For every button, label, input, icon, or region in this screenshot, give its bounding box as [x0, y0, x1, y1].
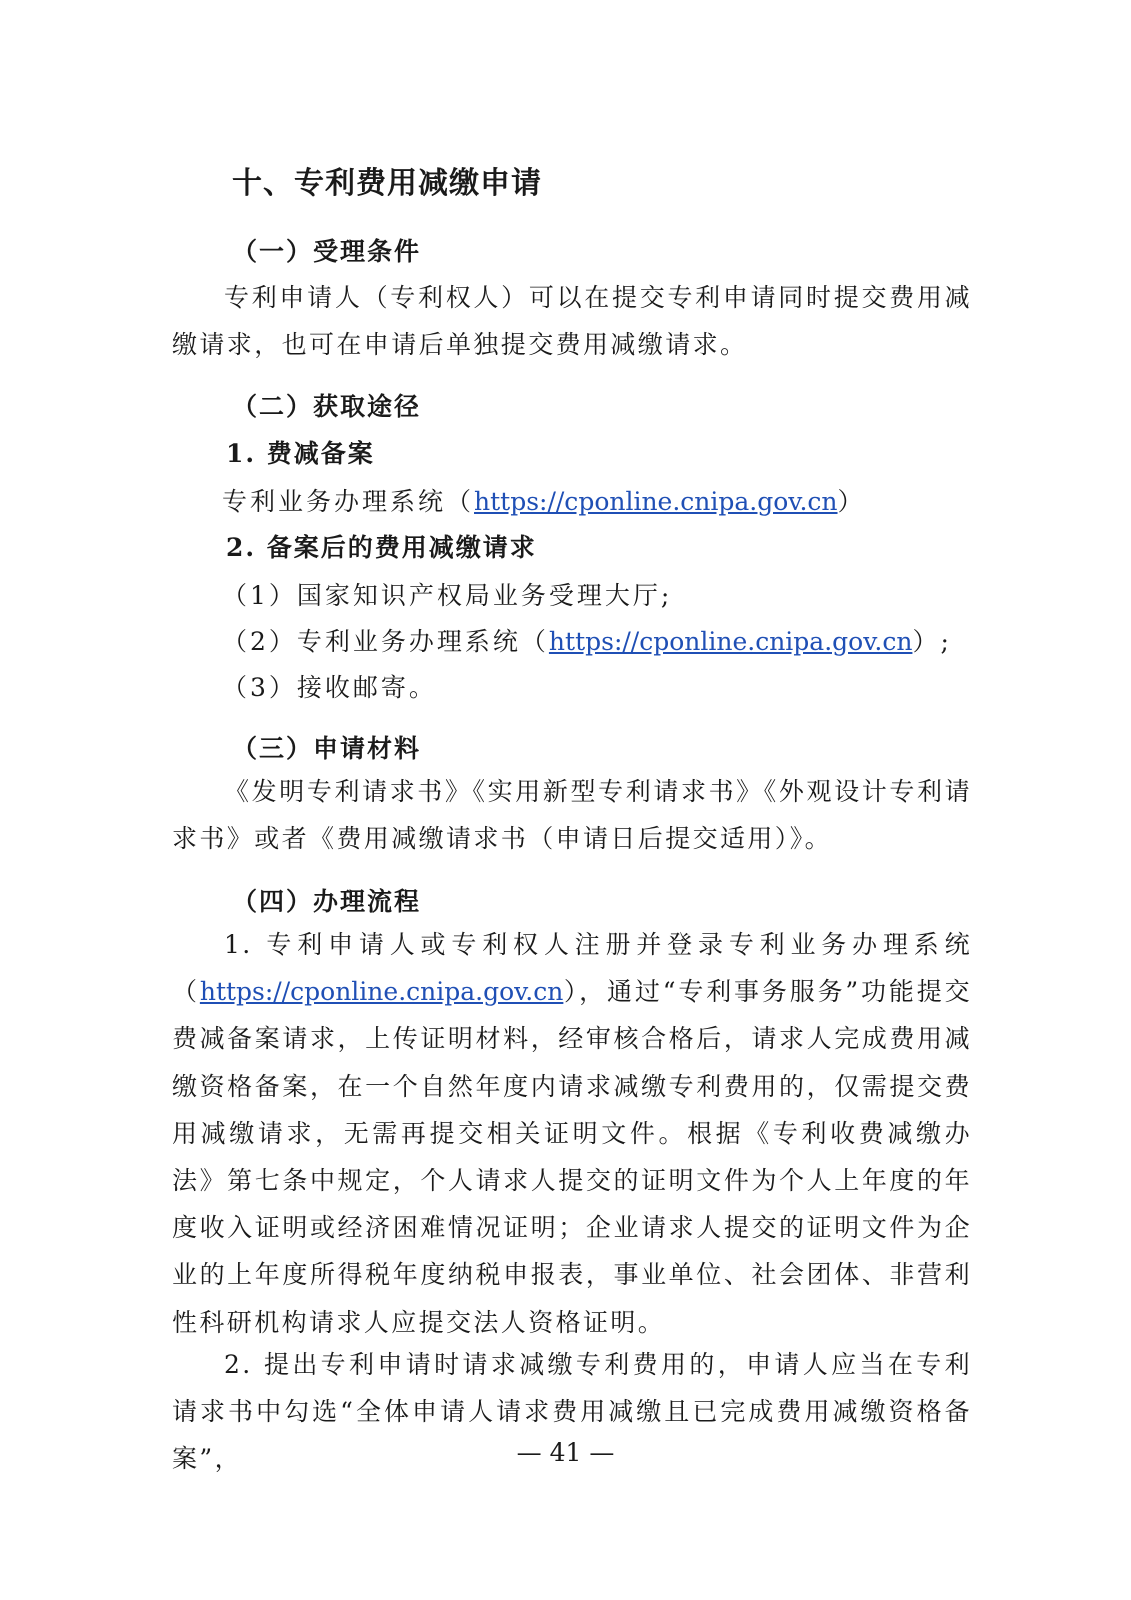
cponline-link[interactable]: https://cponline.cnipa.gov.cn: [474, 487, 838, 516]
filing-system-label: 专利业务办理系统（: [222, 487, 475, 516]
section-paragraph-materials: 《发明专利请求书》《实用新型专利请求书》《外观设计专利请求书》或者《费用减缴请求书（申请日后提交适用）》。: [172, 777, 972, 854]
filing-system-close: ）: [837, 487, 866, 516]
cponline-link[interactable]: https://cponline.cnipa.gov.cn: [548, 627, 913, 656]
procedure-text: ），通过“专利事务服务”功能提交费减备案请求，上传证明材料，经审核合格后，请求人完成费用减缴资格备案，在一个自然年度内请求减缴专利费用的，仅需提交费用减缴请求，无需再提交相关证明文件。根据《专利收费减缴办法》第七条中规定，个人请求人提交的证明文件为个人上年度的年度收入证明或经济困难情况证明；企业请求人提交的证明文件为企业的上年度所得税年度纳税申报表，事业单位、社会团体、非营利性科研机构请求人应提交法人资格证明。: [172, 977, 972, 1337]
list-item-label: （2）专利业务办理系统（: [222, 627, 549, 656]
filing-system-line: [222, 482, 866, 518]
subheading-fee-reduction-filing: 1. 费减备案: [226, 439, 375, 468]
list-item: [222, 622, 952, 658]
section-heading-materials: （三）申请材料: [232, 734, 422, 763]
list-item: （3）接收邮寄。: [222, 673, 437, 702]
procedure-text: 1. 专利申请人或专利权人注册并登录专利业务办理系统（: [172, 930, 972, 1007]
list-item-close: ）;: [912, 627, 952, 656]
section-heading-access: （二）获取途径: [232, 392, 422, 421]
section-paragraph-conditions: 专利申请人（专利权人）可以在提交专利申请同时提交费用减缴请求，也可在申请后单独提交费用减缴请求。: [172, 283, 972, 360]
section-heading-conditions: （一）受理条件: [232, 237, 422, 266]
page-number: — 41 —: [516, 1438, 615, 1467]
cponline-link[interactable]: https://cponline.cnipa.gov.cn: [199, 977, 564, 1007]
page-title: 十、专利费用减缴申请: [232, 166, 542, 201]
procedure-paragraph-2: 2. 提出专利申请时请求减缴专利费用的，申请人应当在专利请求书中勾选“全体申请人请求费用减缴且已完成费用减缴资格备案”，: [172, 1350, 972, 1474]
list-item: （1）国家知识产权局业务受理大厅;: [222, 581, 673, 610]
procedure-paragraph-1: [172, 921, 972, 1346]
subheading-post-filing-request: 2. 备案后的费用减缴请求: [226, 533, 537, 562]
section-heading-procedure: （四）办理流程: [232, 887, 422, 916]
